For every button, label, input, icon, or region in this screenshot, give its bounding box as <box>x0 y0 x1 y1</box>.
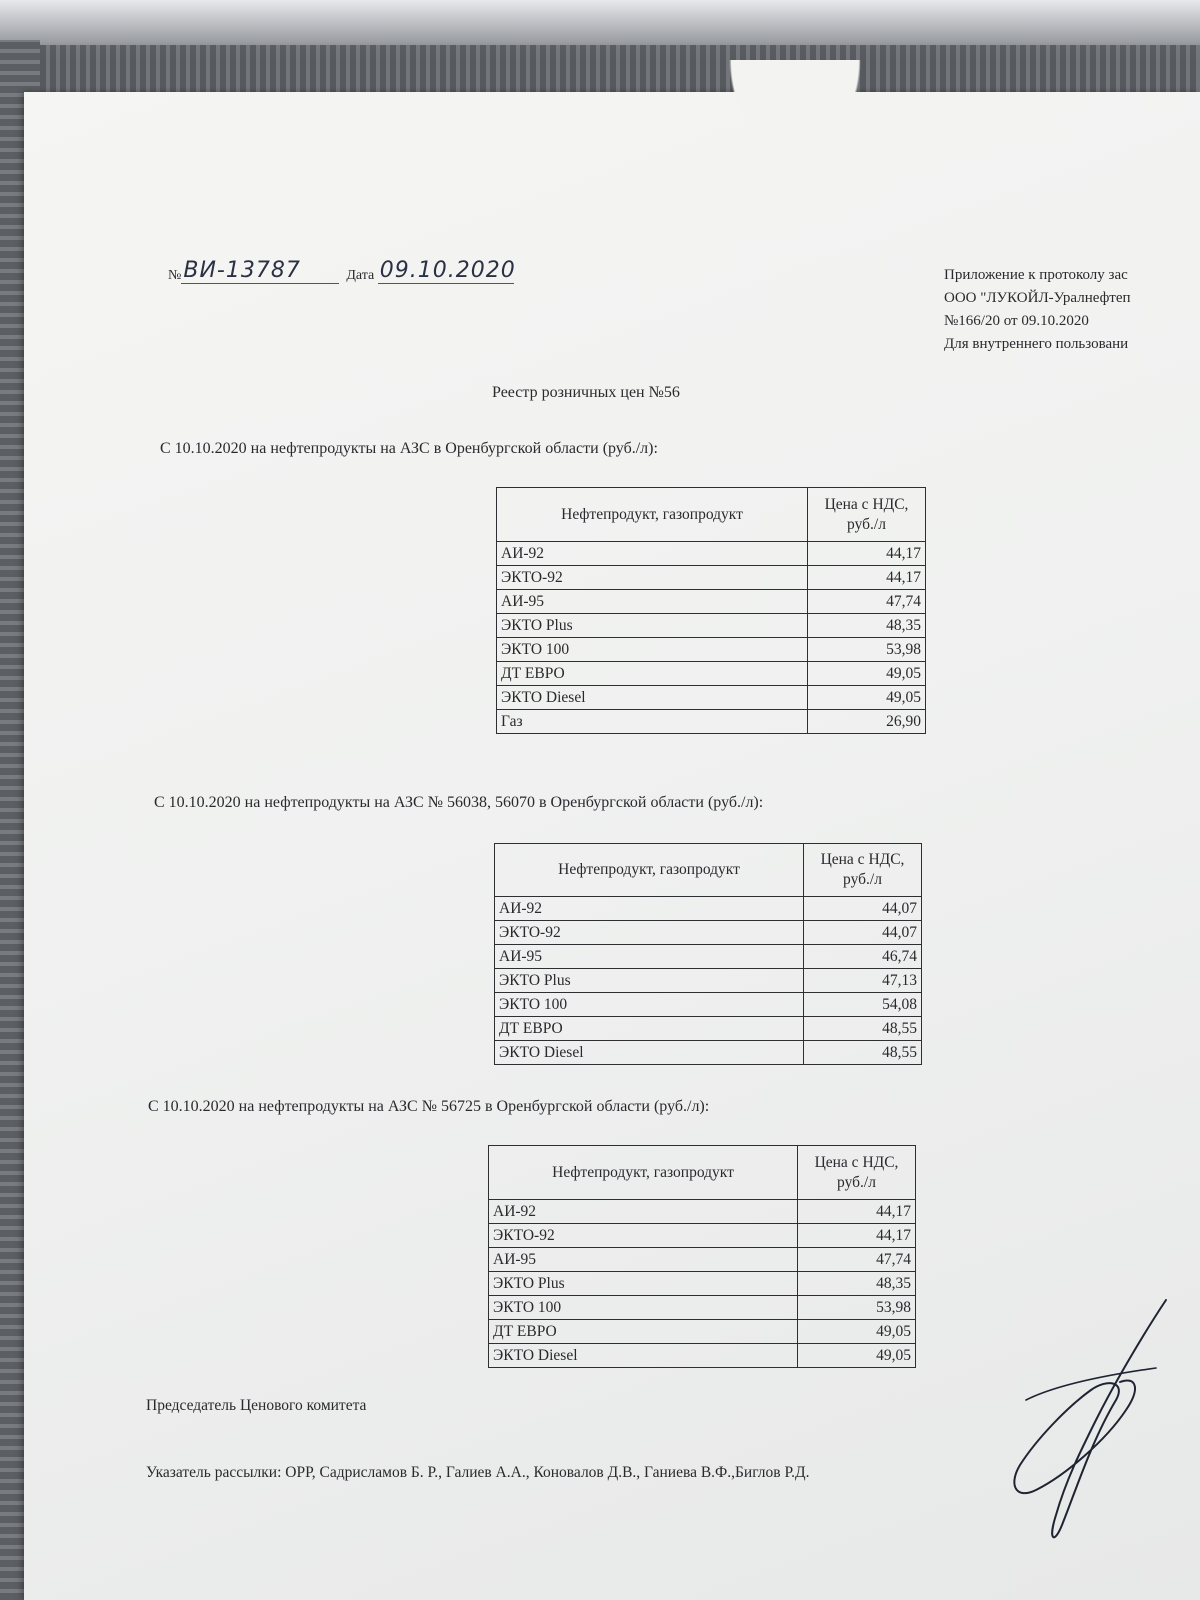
product-cell: АИ-95 <box>489 1248 798 1272</box>
product-cell: ЭКТО Plus <box>497 614 808 638</box>
annex-line: Для внутреннего пользовани <box>944 336 1129 352</box>
date-label: Дата <box>346 268 375 283</box>
table-row <box>489 1200 916 1224</box>
table-row <box>489 1320 916 1344</box>
product-cell: ЭКТО Plus <box>489 1272 798 1296</box>
table-row <box>497 710 926 734</box>
column-header-product: Нефтепродукт, газопродукт <box>495 844 804 897</box>
handwritten-signature <box>996 1290 1186 1550</box>
column-header-product: Нефтепродукт, газопродукт <box>497 488 808 542</box>
annex-line: Приложение к протоколу зас <box>944 267 1128 283</box>
column-header-price: Цена с НДС, руб./л <box>804 844 922 897</box>
price-table <box>496 487 926 734</box>
table-row <box>495 945 922 969</box>
product-cell: АИ-92 <box>495 897 804 921</box>
column-header-price: Цена с НДС, руб./л <box>808 488 926 542</box>
price-cell: 48,35 <box>798 1272 916 1296</box>
price-cell: 44,07 <box>804 921 922 945</box>
table-row <box>497 614 926 638</box>
price-table <box>488 1145 916 1368</box>
price-cell: 44,17 <box>808 542 926 566</box>
table-row <box>497 590 926 614</box>
column-header-price: Цена с НДС, руб./л <box>798 1146 916 1200</box>
price-cell: 26,90 <box>808 710 926 734</box>
table-row <box>489 1272 916 1296</box>
document-date: 09.10.2020 <box>379 258 516 283</box>
product-cell: АИ-95 <box>495 945 804 969</box>
price-table <box>494 843 922 1065</box>
price-cell: 47,13 <box>804 969 922 993</box>
table-row <box>489 1296 916 1320</box>
table-row <box>495 921 922 945</box>
chairman-label: Председатель Ценового комитета <box>146 1397 367 1414</box>
price-cell: 44,17 <box>798 1200 916 1224</box>
price-cell: 48,35 <box>808 614 926 638</box>
folder-rail <box>0 45 1200 95</box>
price-cell: 44,07 <box>804 897 922 921</box>
table-row <box>497 662 926 686</box>
product-cell: ДТ ЕВРО <box>489 1320 798 1344</box>
price-cell: 44,17 <box>808 566 926 590</box>
table-row <box>497 638 926 662</box>
column-header-product: Нефтепродукт, газопродукт <box>489 1146 798 1200</box>
price-cell: 49,05 <box>808 686 926 710</box>
price-cell: 47,74 <box>808 590 926 614</box>
product-cell: ЭКТО Plus <box>495 969 804 993</box>
product-cell: ЭКТО-92 <box>495 921 804 945</box>
product-cell: ЭКТО 100 <box>495 993 804 1017</box>
price-cell: 54,08 <box>804 993 922 1017</box>
section-caption: С 10.10.2020 на нефтепродукты на АЗС № 56038, 56070 в Оренбургской области (руб./л): <box>154 794 764 811</box>
price-cell: 53,98 <box>808 638 926 662</box>
price-cell: 46,74 <box>804 945 922 969</box>
number-label: № <box>168 268 182 283</box>
page-title: Реестр розничных цен №56 <box>492 384 680 401</box>
product-cell: АИ-95 <box>497 590 808 614</box>
product-cell: ЭКТО 100 <box>489 1296 798 1320</box>
table-row <box>495 1041 922 1065</box>
price-cell: 53,98 <box>798 1296 916 1320</box>
table-row <box>495 993 922 1017</box>
annex-line: №166/20 от 09.10.2020 <box>944 313 1089 329</box>
product-cell: ЭКТО Diesel <box>489 1344 798 1368</box>
product-cell: ЭКТО-92 <box>497 566 808 590</box>
price-cell: 48,55 <box>804 1041 922 1065</box>
section-caption: С 10.10.2020 на нефтепродукты на АЗС в Оренбургской области (руб./л): <box>160 440 658 457</box>
annex-line: ООО "ЛУКОЙЛ-Уралнефтеп <box>944 290 1131 306</box>
table-row <box>497 686 926 710</box>
price-cell: 49,05 <box>798 1344 916 1368</box>
product-cell: ДТ ЕВРО <box>495 1017 804 1041</box>
table-row <box>495 897 922 921</box>
product-cell: ЭКТО 100 <box>497 638 808 662</box>
table-row <box>495 969 922 993</box>
product-cell: ЭКТО Diesel <box>497 686 808 710</box>
product-cell: АИ-92 <box>497 542 808 566</box>
product-cell: ЭКТО-92 <box>489 1224 798 1248</box>
price-cell: 47,74 <box>798 1248 916 1272</box>
product-cell: АИ-92 <box>489 1200 798 1224</box>
document-number: ВИ-13787 <box>183 258 301 283</box>
section-caption: С 10.10.2020 на нефтепродукты на АЗС № 56725 в Оренбургской области (руб./л): <box>148 1098 710 1115</box>
distribution-list: Указатель рассылки: ОРР, Садрисламов Б. Р., Галиев А.А., Коновалов Д.В., Ганиева В.Ф.,Биглов Р.Д. <box>146 1464 810 1481</box>
product-cell: ДТ ЕВРО <box>497 662 808 686</box>
table-row <box>489 1224 916 1248</box>
table-row <box>497 566 926 590</box>
table-row <box>489 1344 916 1368</box>
table-row <box>497 542 926 566</box>
product-cell: Газ <box>497 710 808 734</box>
price-cell: 48,55 <box>804 1017 922 1041</box>
price-cell: 49,05 <box>808 662 926 686</box>
table-row <box>495 1017 922 1041</box>
price-cell: 44,17 <box>798 1224 916 1248</box>
document-number-line <box>168 258 514 284</box>
table-row <box>489 1248 916 1272</box>
price-cell: 49,05 <box>798 1320 916 1344</box>
sleeve-notch <box>720 60 870 168</box>
annex-block <box>944 264 1131 356</box>
product-cell: ЭКТО Diesel <box>495 1041 804 1065</box>
